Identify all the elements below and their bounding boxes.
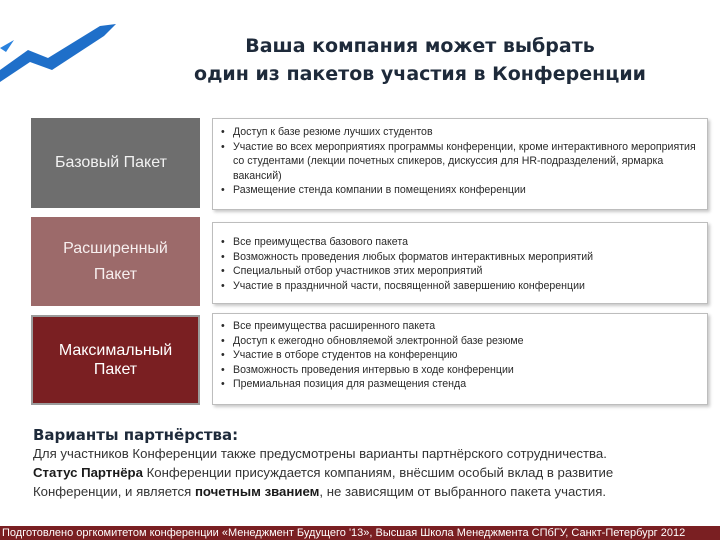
list-item: • Участие во всех мероприятиях программы конференции, кроме интерактивного мероприятия со студентами (лекции почетных спикеров, дискуссия для HR-подразделений, ярмарка вакансий): [233, 140, 701, 184]
list-item: • Участие в отборе студентов на конференцию: [233, 348, 701, 363]
honorary-title-bold: почетным званием: [194, 484, 320, 499]
list-item: • Премиальная позиция для размещения стенда: [233, 377, 701, 392]
package-extended-name-2: Пакет: [93, 265, 138, 283]
footer-bar: [0, 526, 720, 540]
partnership-title: Варианты партнёрства:: [33, 426, 239, 444]
package-extended-name-1: Расширенный: [63, 239, 168, 257]
partnership-line-1: Для участников Конференции также предусмотрены варианты партнёрского сотрудничества.: [33, 446, 607, 461]
title-line-1: Ваша компания может выбрать: [245, 35, 595, 57]
package-maximum-name-1: Максимальный: [58, 342, 173, 359]
list-item: • Участие в праздничной части, посвященной завершению конференции: [233, 279, 701, 294]
list-item: • Доступ к ежегодно обновляемой электронной базе резюме: [233, 334, 701, 349]
title-line-2: один из пакетов участия в Конференции: [194, 63, 646, 85]
footer-text: Подготовлено оргкомитетом конференции «Менеджмент Будущего '13», Высшая Школа Менеджмента СПбГУ, Санкт-Петербург 2012: [2, 527, 686, 539]
package-extended-description: [212, 222, 708, 304]
list-item: • Возможность проведения любых форматов интерактивных мероприятий: [233, 250, 701, 265]
partner-status-bold: Статус Партнёра: [33, 465, 143, 480]
list-item: • Все преимущества базового пакета: [233, 235, 701, 250]
package-maximum-label: [31, 315, 200, 405]
package-extended-label: [31, 217, 200, 306]
list-item: • Специальный отбор участников этих мероприятий: [233, 264, 701, 279]
package-basic-description: [212, 118, 708, 210]
page-title: [150, 32, 690, 88]
partnership-line-2: [33, 463, 703, 482]
partnership-line-3: [33, 482, 703, 501]
list-item: • Доступ к базе резюме лучших студентов: [233, 125, 701, 140]
list-item: • Размещение стенда компании в помещениях конференции: [233, 183, 701, 198]
logo-icon: [0, 18, 120, 88]
package-basic-name: Базовый Пакет: [55, 154, 167, 171]
partnership-line-3-start: Конференции, и является: [33, 484, 195, 499]
partnership-line-2-rest: Конференции присуждается компаниям, внёсшим особый вклад в развитие: [142, 465, 614, 480]
package-maximum-description: [212, 313, 708, 405]
package-maximum-name-2: Пакет: [93, 361, 138, 378]
list-item: • Возможность проведения интервью в ходе конференции: [233, 363, 701, 378]
partnership-line-3-end: , не зависящим от выбранного пакета участия.: [319, 484, 607, 499]
package-basic-label: [31, 118, 200, 208]
partnership-text: [33, 444, 703, 501]
list-item: • Все преимущества расширенного пакета: [233, 319, 701, 334]
